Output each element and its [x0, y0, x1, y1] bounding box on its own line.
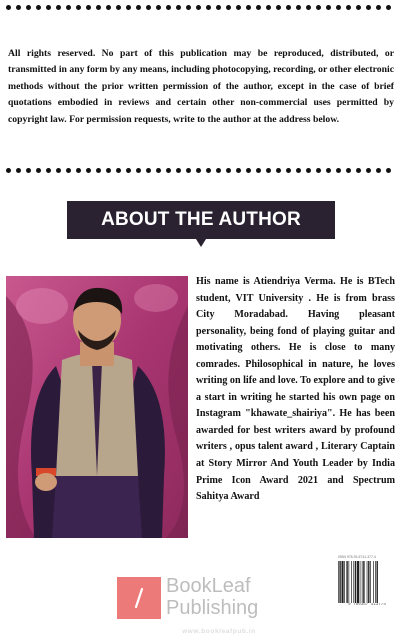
divider-dot	[136, 5, 141, 10]
divider-dot	[76, 5, 81, 10]
divider-dot	[176, 5, 181, 10]
dotted-divider-middle	[6, 168, 396, 176]
barcode-bar	[344, 561, 345, 603]
publisher-name	[166, 575, 258, 619]
divider-dot	[256, 5, 261, 10]
divider-dot	[246, 5, 251, 10]
divider-dot	[296, 168, 301, 173]
divider-dot	[56, 168, 61, 173]
divider-dot	[316, 168, 321, 173]
divider-dot	[176, 168, 181, 173]
barcode-bar	[353, 561, 354, 603]
about-heading-text: ABOUT THE AUTHOR	[101, 209, 301, 230]
divider-dot	[266, 5, 271, 10]
divider-dot	[356, 168, 361, 173]
divider-dot	[6, 5, 11, 10]
divider-dot	[106, 168, 111, 173]
divider-dot	[196, 5, 201, 10]
divider-dot	[96, 168, 101, 173]
divider-dot	[326, 168, 331, 173]
publisher-website: www.bookleafpub.in	[182, 628, 256, 635]
banner-pointer-icon	[196, 239, 206, 247]
divider-dot	[356, 5, 361, 10]
divider-dot	[96, 5, 101, 10]
divider-dot	[6, 168, 11, 173]
divider-dot	[16, 5, 21, 10]
barcode-bar	[355, 561, 356, 603]
copyright-notice: All rights reserved. No part of this publication may be reproduced, distributed, or transmitted in any form by any means, including photocopying, recording, or other electronic methods without the prior written permission of the author, except in the case of brief quotations embodied in reviews and certain other non-commercial uses permitted by copyright law. For permission requests, write to the author at the address below.	[8, 48, 394, 125]
slash-icon	[128, 586, 150, 610]
divider-dot	[146, 168, 151, 173]
barcode-bar	[370, 561, 371, 603]
barcode-digits: 9 789357 413774	[348, 603, 386, 607]
divider-dot	[116, 168, 121, 173]
barcode-bar	[375, 561, 376, 603]
dotted-divider-top	[6, 5, 396, 13]
publisher-name-line1: BookLeaf	[166, 575, 251, 597]
divider-dot	[276, 5, 281, 10]
barcode-bar	[349, 561, 350, 603]
isbn-label: ISBN 978-93-5741-377-4	[338, 555, 376, 559]
divider-dot	[66, 5, 71, 10]
divider-dot	[136, 168, 141, 173]
divider-dot	[386, 5, 391, 10]
barcode-bar	[360, 561, 361, 603]
barcode-bar	[367, 561, 368, 603]
barcode-bar	[357, 561, 359, 603]
divider-dot	[346, 5, 351, 10]
divider-dot	[156, 5, 161, 10]
barcode-bar	[339, 561, 340, 603]
divider-dot	[376, 168, 381, 173]
divider-dot	[46, 5, 51, 10]
barcode-bar	[351, 561, 352, 603]
divider-dot	[226, 5, 231, 10]
divider-dot	[276, 168, 281, 173]
barcode-bar	[377, 561, 378, 603]
divider-dot	[26, 5, 31, 10]
divider-dot	[346, 168, 351, 173]
divider-dot	[156, 168, 161, 173]
divider-dot	[206, 168, 211, 173]
divider-dot	[146, 5, 151, 10]
barcode-bar	[338, 561, 339, 603]
divider-dot	[56, 5, 61, 10]
barcode-bar	[342, 561, 344, 603]
divider-dot	[306, 168, 311, 173]
publisher-name-line2: Publishing	[166, 597, 259, 619]
divider-dot	[216, 5, 221, 10]
divider-dot	[366, 5, 371, 10]
divider-dot	[246, 168, 251, 173]
author-biography: His name is Atiendriya Verma. He is BTech student, VIT University . He is from brass City Moradabad. Having pleasant personality, being fond of playing guitar and motivating others. He is close to many comrades. Philosophical in nature, he loves writing on life and love. To explore and to give a start in writing he started his own page on Instagram "khawate_shairiya". He has been awarded for best writers award by profound writers , opus talent award , Literary Captain at Story Mirror And Youth Leader by India Prime Icon Award 2021 and Spectrum Sahitya Award	[196, 276, 395, 503]
divider-dot	[306, 5, 311, 10]
author-portrait-illustration	[6, 276, 188, 538]
divider-dot	[66, 168, 71, 173]
divider-dot	[206, 5, 211, 10]
divider-dot	[196, 168, 201, 173]
bookleaf-logo-icon	[117, 577, 161, 619]
divider-dot	[36, 168, 41, 173]
divider-dot	[266, 168, 271, 173]
about-the-author-heading	[67, 201, 335, 239]
divider-dot	[226, 168, 231, 173]
divider-dot	[236, 168, 241, 173]
divider-dot	[316, 5, 321, 10]
divider-dot	[386, 168, 391, 173]
divider-dot	[86, 5, 91, 10]
barcode-bar	[363, 561, 364, 603]
author-photo	[6, 276, 188, 538]
divider-dot	[126, 5, 131, 10]
isbn-barcode	[337, 561, 397, 603]
divider-dot	[326, 5, 331, 10]
divider-dot	[236, 5, 241, 10]
divider-dot	[256, 168, 261, 173]
divider-dot	[366, 168, 371, 173]
barcode-bar	[346, 561, 347, 603]
divider-dot	[186, 5, 191, 10]
divider-dot	[166, 5, 171, 10]
divider-dot	[166, 168, 171, 173]
divider-dot	[116, 5, 121, 10]
divider-dot	[286, 168, 291, 173]
barcode-bar	[373, 561, 374, 603]
divider-dot	[86, 168, 91, 173]
divider-dot	[336, 168, 341, 173]
divider-dot	[286, 5, 291, 10]
barcode-bar	[368, 561, 369, 603]
divider-dot	[36, 5, 41, 10]
divider-dot	[76, 168, 81, 173]
divider-dot	[216, 168, 221, 173]
divider-dot	[126, 168, 131, 173]
divider-dot	[106, 5, 111, 10]
divider-dot	[336, 5, 341, 10]
divider-dot	[26, 168, 31, 173]
divider-dot	[376, 5, 381, 10]
barcode-bar	[362, 561, 363, 603]
divider-dot	[46, 168, 51, 173]
divider-dot	[186, 168, 191, 173]
divider-dot	[296, 5, 301, 10]
divider-dot	[16, 168, 21, 173]
